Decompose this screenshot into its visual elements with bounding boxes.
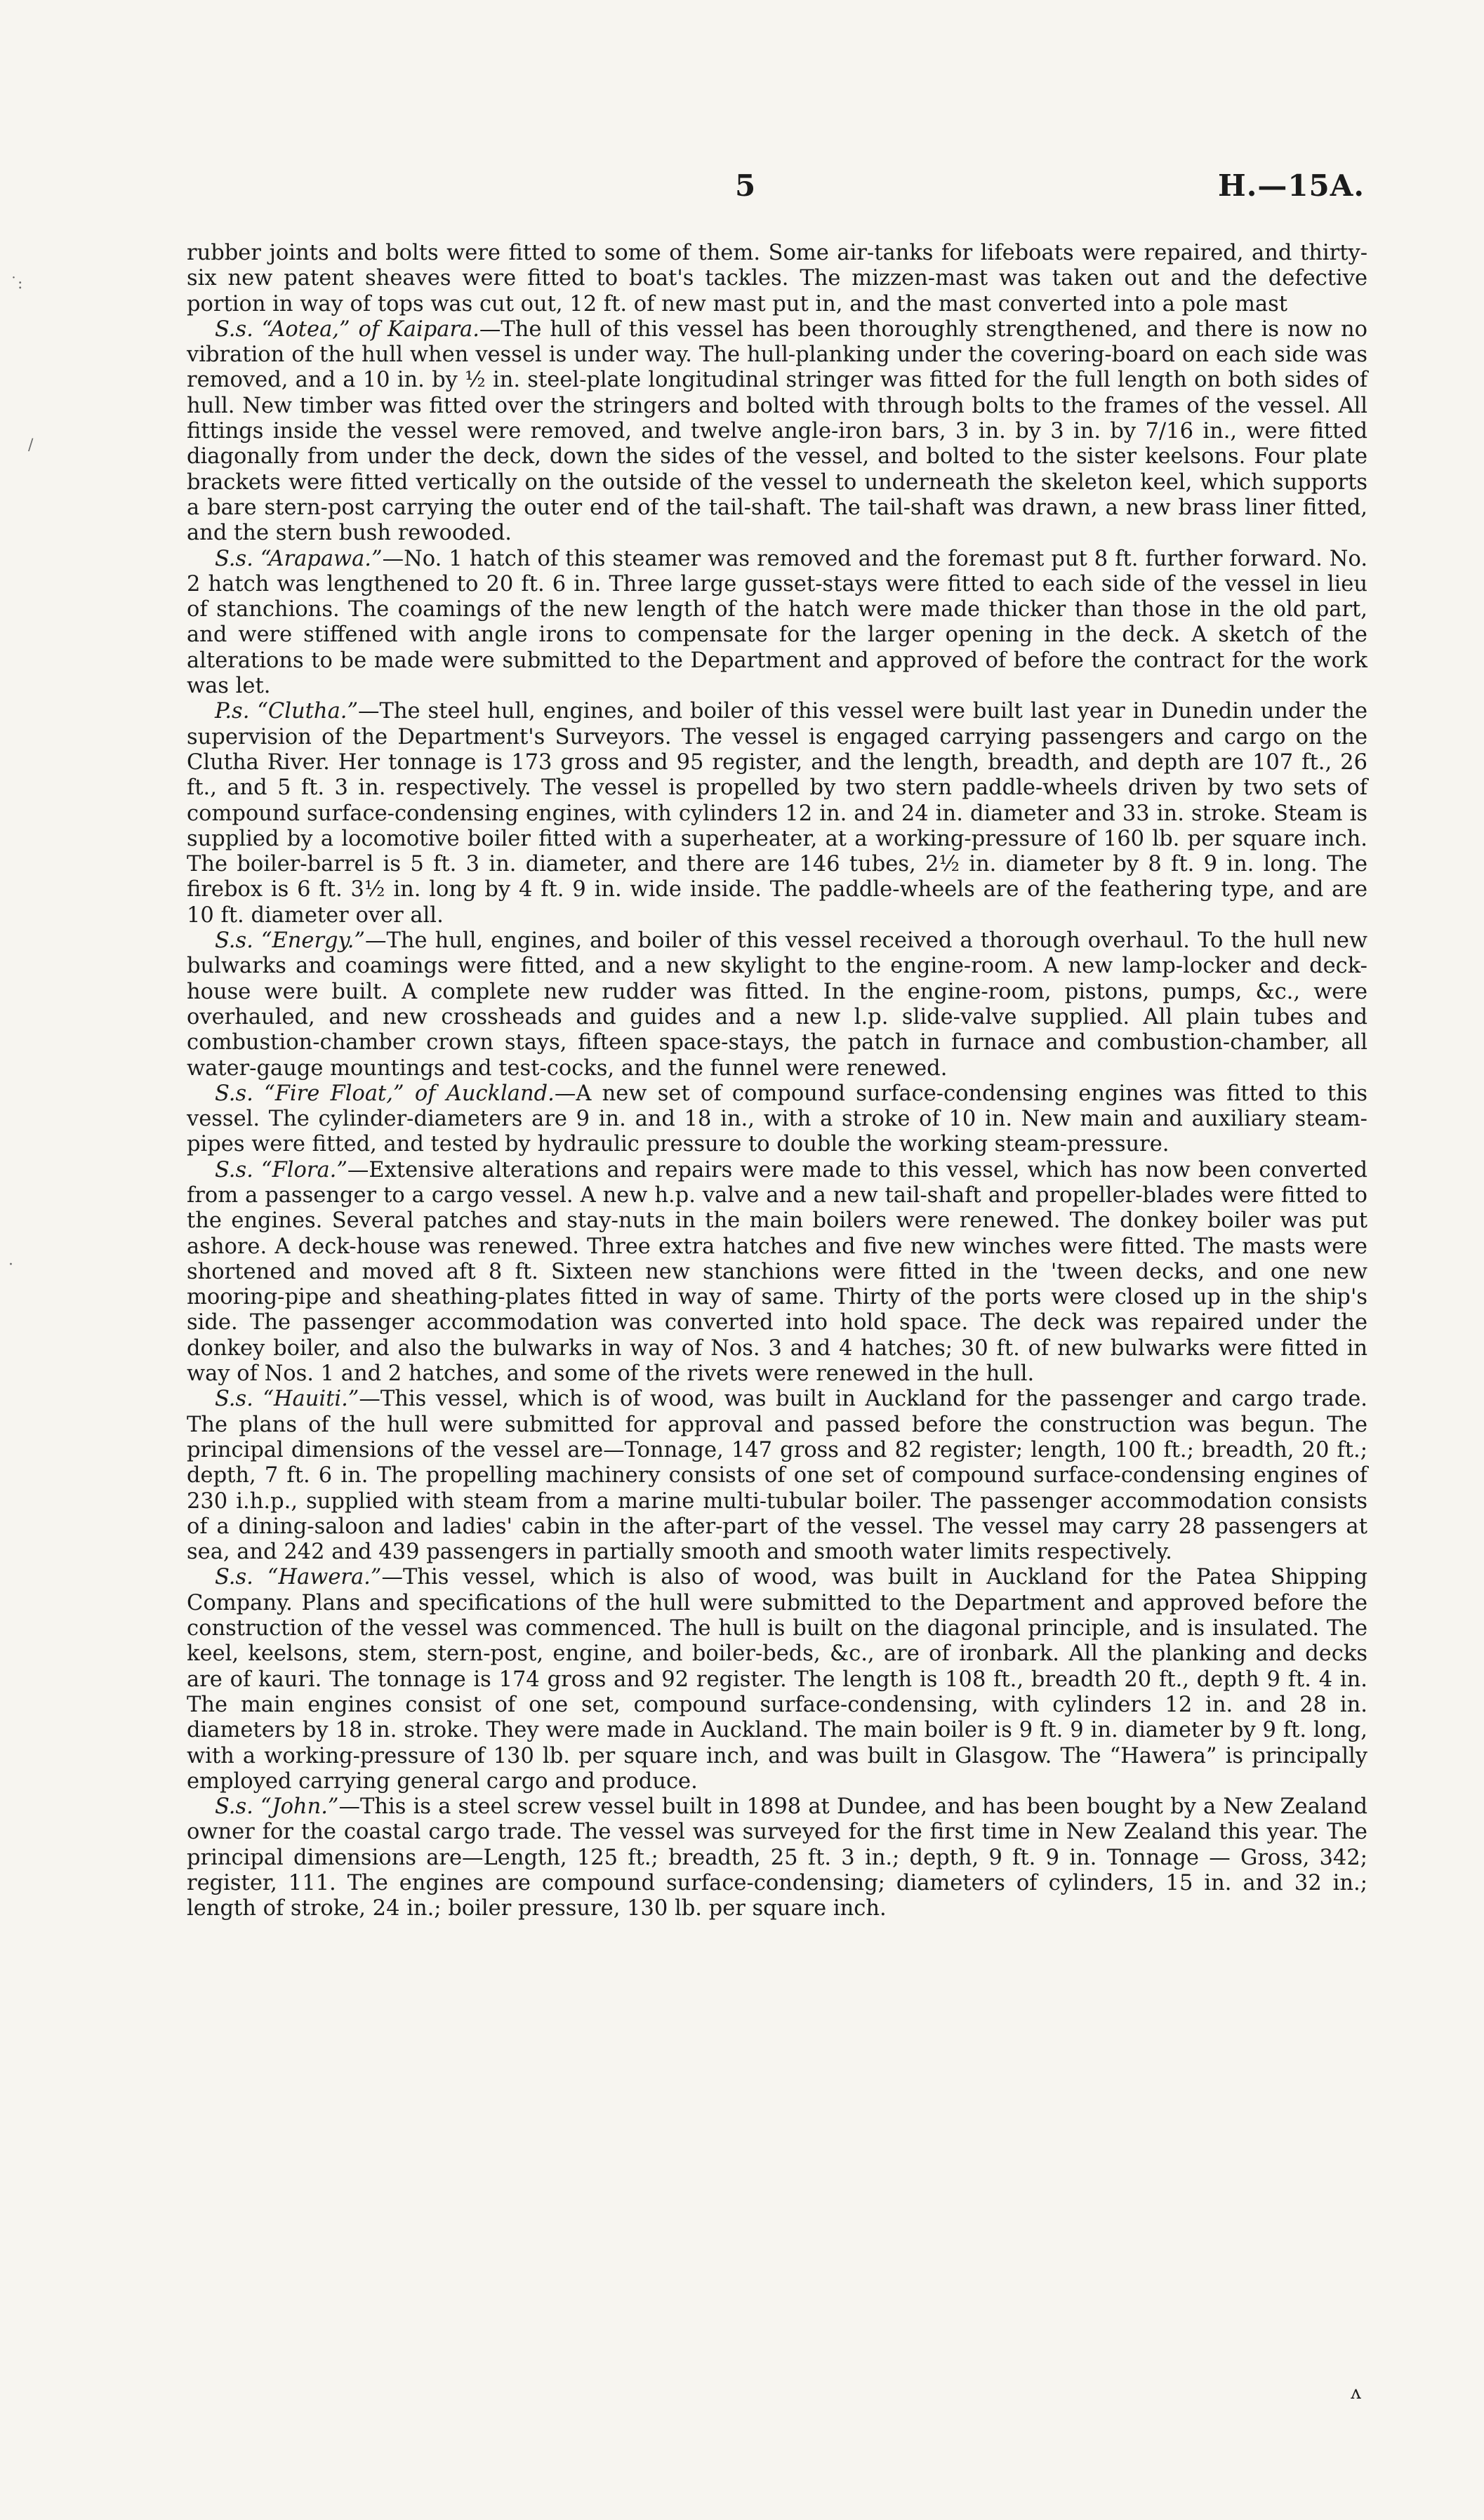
vessel-label: P.s. “Clutha.” — [215, 699, 359, 724]
paragraph-continuation — [187, 241, 1367, 317]
vessel-label: S.s. “Fire Float,” of Auckland. — [215, 1081, 555, 1106]
paragraph-text: —The steel hull, engines, and boiler of this vessel were built last year in Dunedin under the supervision of the Department's Surveyors. The vessel is engaged carrying passengers and cargo on the Clutha River. Her tonnage is 173 gross and 95 register, and the length, breadth, and depth are 107 ft., 26 ft., and 5 ft. 3 in. respectively. The vessel is propelled by two stern paddle-wheels driven by two sets of compound surface-condensing engines, with cylinders 12 in. and 24 in. diameter and 33 in. stroke. Steam is supplied by a locomotive boiler fitted with a superheater, at a working-pressure of 160 lb. per square inch. The boiler-barrel is 5 ft. 3 in. diameter, and there are 146 tubes, 2½ in. diameter by 8 ft. 9 in. long. The firebox is 6 ft. 3½ in. long by 4 ft. 9 in. wide inside. The paddle-wheels are of the feathering type, and are 10 ft. diameter over all. — [187, 699, 1367, 928]
vessel-label: S.s. “Energy.” — [215, 928, 366, 954]
vessel-label: S.s. “Hawera.” — [215, 1565, 382, 1590]
body-text — [187, 241, 1367, 1922]
vessel-label: S.s. “John.” — [215, 1794, 339, 1820]
paragraph-hawera — [187, 1565, 1367, 1794]
vessel-label: S.s. “Aotea,” of Kaipara. — [215, 316, 479, 342]
page-header — [0, 168, 1484, 211]
margin-mark-mid-left: · — [8, 1256, 13, 1274]
margin-mark-upper-left: / — [28, 436, 34, 454]
paragraph-text: —A new set of compound surface-condensing engines was fitted to this vessel. The cylinder-diameters are 9 in. and 18 in., with a stroke of 10 in. New main and auxiliary steam-pipes were fitted, and tested by hydraulic pressure to double the working steam-pressure. — [187, 1081, 1367, 1157]
paragraph-arapawa — [187, 547, 1367, 700]
paragraph-john — [187, 1794, 1367, 1921]
paragraph-clutha — [187, 699, 1367, 928]
document-reference: H.—15A. — [1218, 168, 1365, 203]
paragraph-text: —The hull, engines, and boiler of this vessel received a thorough overhaul. To the hull new bulwarks and coamings were fitted, and a new skylight to the engine-room. A new lamp-locker and deck-house were built. A complete new rudder was fitted. In the engine-room, pistons, pumps, &c., were overhauled, and new crossheads and guides and a new l.p. slide-valve supplied. All plain tubes and combustion-chamber crown stays, fifteen space-stays, the patch in furnace and combustion-chamber, all water-gauge mountings and test-cocks, and the funnel were renewed. — [187, 928, 1367, 1081]
paragraph-fire-float — [187, 1081, 1367, 1158]
paragraph-text: —No. 1 hatch of this steamer was removed and the foremast put 8 ft. further forward. No. 2 hatch was lengthened to 20 ft. 6 in. Three large gusset-stays were fitted to each side of the vessel in lieu of stanchions. The coamings of the new length of the hatch were made thicker than those in the old part, and were stiffened with angle irons to compensate for the larger opening in the deck. A sketch of the alterations to be made were submitted to the Department and approved of before the contract for the work was let. — [187, 546, 1368, 699]
paragraph-text: —Extensive alterations and repairs were made to this vessel, which has now been converted from a passenger to a cargo vessel. A new h.p. valve and a new tail-shaft and propeller-blades were fitted to the engines. Several patches and stay-nuts in the main boilers were renewed. The donkey boiler was put ashore. A deck-house was renewed. Three extra hatches and five new winches were fitted. The masts were shortened and moved aft 8 ft. Sixteen new stanchions were fitted in the 'tween decks, and one new mooring-pipe and sheathing-plates fitted in way of same. Thirty of the ports were closed up in the ship's side. The passenger accommodation was converted into hold space. The deck was repaired under the donkey boiler, and also the bulwarks in way of Nos. 3 and 4 hatches; 30 ft. of new bulwarks were fitted in way of Nos. 1 and 2 hatches, and some of the rivets were renewed in the hull. — [187, 1157, 1368, 1387]
paragraph-aotea — [187, 317, 1367, 547]
paragraph-text: —This is a steel screw vessel built in 1898 at Dundee, and has been bought by a New Zealand owner for the coastal cargo trade. The vessel was surveyed for the first time in New Zealand this year. The principal dimensions are—Length, 125 ft.; breadth, 25 ft. 3 in.; depth, 9 ft. 9 in. Tonnage — Gross, 342; register, 111. The engines are compound surface-condensing; diameters of cylinders, 15 in. and 32 in.; length of stroke, 24 in.; boiler pressure, 130 lb. per square inch. — [187, 1794, 1367, 1921]
footer-mark: ʌ — [1351, 2382, 1361, 2404]
paragraph-text: —This vessel, which is also of wood, was built in Auckland for the Patea Shipping Company. Plans and specifications of the hull were submitted to the Department and approved before the construction of the vessel was commenced. The hull is built on the diagonal principle, and is insulated. The keel, keelsons, stem, stern-post, engine, and boiler-beds, &c., are of ironbark. All the planking and decks are of kauri. The tonnage is 174 gross and 92 register. The length is 108 ft., breadth 20 ft., depth 9 ft. 4 in. The main engines consist of one set, compound surface-condensing, with cylinders 12 in. and 28 in. diameters by 18 in. stroke. They were made in Auckland. The main boiler is 9 ft. 9 in. diameter by 9 ft. long, with a working-pressure of 130 lb. per square inch, and was built in Glasgow. The “Hawera” is principally employed carrying general cargo and produce. — [187, 1565, 1367, 1794]
vessel-label: S.s. “Arapawa.” — [215, 546, 383, 571]
vessel-label: S.s. “Hauiti.” — [215, 1387, 359, 1412]
paragraph-energy — [187, 928, 1367, 1081]
margin-mark-top-left: ˙: — [10, 275, 23, 293]
vessel-label: S.s. “Flora.” — [215, 1157, 347, 1182]
paragraph-text: —The hull of this vessel has been thoroughly strengthened, and there is now no vibration of the hull when vessel is under way. The hull-planking under the covering-board on each side was removed, and a 10 in. by ½ in. steel-plate longitudinal stringer was fitted for the full length on both sides of hull. New timber was fitted over the stringers and bolted with through bolts to the frames of the vessel. All fittings inside the vessel were removed, and twelve angle-iron bars, 3 in. by 3 in. by 7/16 in., were fitted diagonally from under the deck, down the sides of the vessel, and bolted to the sister keelsons. Four plate brackets were fitted vertically on the outside of the vessel to underneath the skeleton keel, which supports a bare stern-post carrying the outer end of the tail-shaft. The tail-shaft was drawn, a new brass liner fitted, and the stern bush rewooded. — [187, 316, 1367, 546]
paragraph-text: —This vessel, which is of wood, was built in Auckland for the passenger and cargo trade. The plans of the hull were submitted for approval and passed before the construction was begun. The principal dimensions of the vessel are—Tonnage, 147 gross and 82 register; length, 100 ft.; breadth, 20 ft.; depth, 7 ft. 6 in. The propelling machinery consists of one set of compound surface-condensing engines of 230 i.h.p., supplied with steam from a marine multi-tubular boiler. The passenger accommodation consists of a dining-saloon and ladies' cabin in the after-part of the vessel. The vessel may carry 28 passengers at sea, and 242 and 439 passengers in partially smooth and smooth water limits respectively. — [187, 1387, 1367, 1565]
paragraph-flora — [187, 1158, 1367, 1387]
paragraph-hauiti — [187, 1387, 1367, 1565]
paragraph-text: rubber joints and bolts were fitted to some of them. Some air-tanks for lifeboats were repaired, and thirty-six new patent sheaves were fitted to boat's tackles. The mizzen-mast was taken out and the defective portion in way of tops was cut out, 12 ft. of new mast put in, and the mast converted into a pole mast — [187, 241, 1367, 316]
page-number: 5 — [735, 168, 756, 203]
